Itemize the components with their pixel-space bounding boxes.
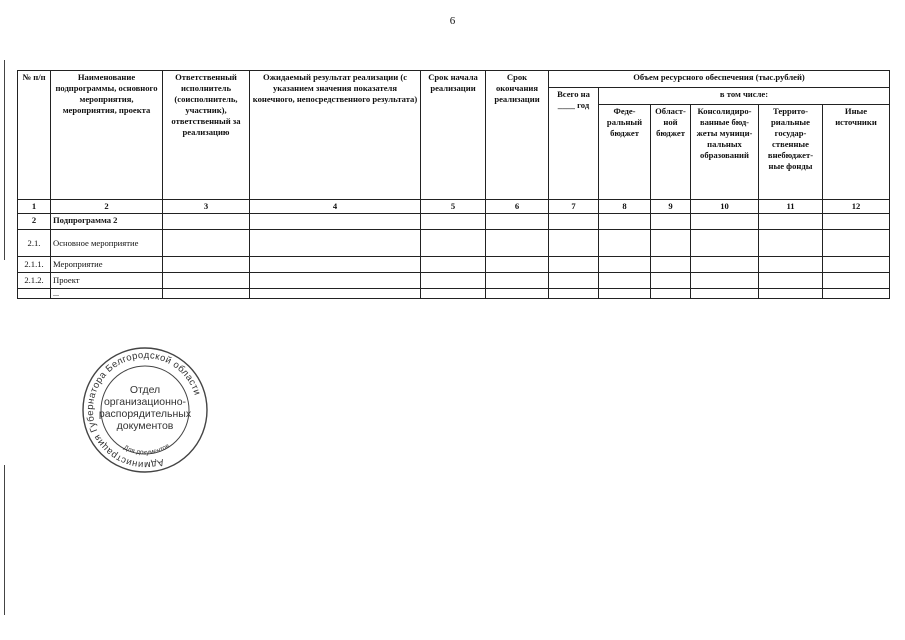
stamp-bottom-text: Для документов (122, 442, 171, 457)
column-number: 9 (651, 200, 691, 214)
header-municipal: Консолидиро-ванные бюд-жеты муници-пальных образований (691, 105, 759, 200)
row-number: 2 (18, 214, 51, 230)
header-funds: Террито-риальные государ-ственные внебюджет-ные фонды (759, 105, 823, 200)
column-number: 7 (549, 200, 599, 214)
left-margin-line (4, 60, 5, 260)
table-row (18, 214, 890, 230)
table-row (18, 273, 890, 289)
table-row (18, 230, 890, 257)
stamp-line: Отдел (129, 384, 161, 396)
stamp-line: организационно- (103, 396, 187, 408)
column-number: 1 (18, 200, 51, 214)
header-expected-result: Ожидаемый результат реализации (с указанием значения показателя конечного, непосредственного результата) (250, 71, 421, 200)
row-number (18, 289, 51, 299)
resource-table (17, 70, 890, 299)
column-number: 3 (163, 200, 250, 214)
row-number: 2.1.2. (18, 273, 51, 289)
header-total: Всего на ____ год (549, 88, 599, 200)
header-start: Срок начала реализации (421, 71, 486, 200)
header-including: в том числе: (599, 88, 890, 105)
column-number: 5 (421, 200, 486, 214)
stamp-line: документов (116, 420, 174, 432)
header-end: Срок окончания реализации (486, 71, 549, 200)
header-name: Наименование подпрограммы, основного мероприятия, мероприятия, проекта (51, 71, 163, 200)
column-numbers-row (18, 200, 890, 214)
stamp-outer-text: Администрация Губернатора Белгородской области (84, 349, 203, 471)
column-number: 12 (823, 200, 890, 214)
row-name: ... (51, 289, 163, 299)
row-number: 2.1. (18, 230, 51, 257)
table-row (18, 289, 890, 299)
header-resources: Объем ресурсного обеспечения (тыс.рублей) (549, 71, 890, 88)
column-number: 4 (250, 200, 421, 214)
column-number: 6 (486, 200, 549, 214)
column-number: 2 (51, 200, 163, 214)
header-regional: Област-ной бюджет (651, 105, 691, 200)
stamp-line: распорядительных (98, 408, 192, 420)
official-stamp (80, 345, 210, 475)
header-other: Иные источники (823, 105, 890, 200)
left-margin-line (4, 465, 5, 615)
row-name: Подпрограмма 2 (51, 214, 163, 230)
header-number: № п/п (18, 71, 51, 200)
header-executor: Ответственный исполнитель (соисполнитель, участник), ответственный за реализацию (163, 71, 250, 200)
header-federal: Феде-ральный бюджет (599, 105, 651, 200)
column-number: 8 (599, 200, 651, 214)
page-number: 6 (449, 15, 456, 27)
table-row (18, 257, 890, 273)
row-name: Мероприятие (51, 257, 163, 273)
row-name: Основное мероприятие (51, 230, 163, 257)
column-number: 10 (691, 200, 759, 214)
column-number: 11 (759, 200, 823, 214)
row-name: Проект (51, 273, 163, 289)
row-number: 2.1.1. (18, 257, 51, 273)
